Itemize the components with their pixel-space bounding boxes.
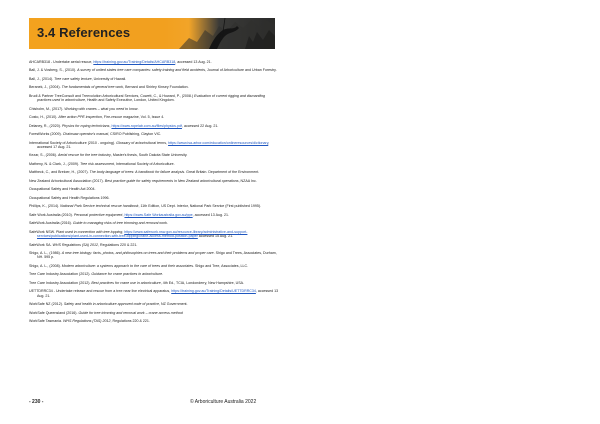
reference-text: ,	[122, 212, 125, 217]
reference-title: WHS Regulations (TAS) 2012	[63, 319, 111, 324]
reference-entry	[29, 124, 279, 128]
reference-text: AHCARB318 - Undertake aerial rescue,	[29, 60, 94, 64]
reference-text: SafeWork NSW.	[29, 229, 56, 234]
reference-text: , 11th Edition, US Dept. Interior, National Park Service (First published 1995).	[138, 204, 262, 209]
tree-climber-silhouette-icon	[179, 18, 275, 49]
reference-text: SafeWork Australia (2016).	[29, 221, 73, 226]
reference-title: Plant used in connection with tree lopping	[55, 229, 123, 234]
reference-entry	[29, 311, 279, 315]
page-title: 3.4 References	[37, 25, 131, 40]
reference-entry	[29, 196, 279, 200]
reference-text: , Regulations 220 & 221.	[98, 242, 138, 247]
reference-title: Best practice guide for safety requirements in New Zealand arboricultural operations	[104, 178, 239, 183]
reference-link[interactable]: https://training.gov.au/Training/Details/UETTDRRC34	[171, 289, 256, 294]
reference-text: , Journal of Arboriculture and Urban Forestry.	[205, 68, 277, 73]
reference-entry	[29, 153, 279, 157]
reference-entry	[29, 251, 279, 260]
reference-entry	[29, 204, 279, 208]
reference-text: Beranek, J., (2004).	[29, 85, 62, 90]
reference-link[interactable]: https://www.Safe Workaustralia.gov.au/ppe	[124, 212, 193, 217]
reference-entry	[29, 302, 279, 306]
reference-title: Tree risk assessment	[80, 161, 114, 166]
reference-text: WorkSafe Tasmania.	[29, 319, 64, 324]
reference-text: Costo, H., (2010).	[29, 115, 59, 120]
reference-entry	[29, 85, 279, 89]
reference-title: After action PPE inspection	[58, 115, 102, 120]
reference-text: , accessed 13 Aug. 21.	[175, 60, 212, 64]
reference-link[interactable]: https://www.ropelab.com.au/files/physics.pdf	[111, 123, 182, 128]
reference-text: ,	[109, 123, 112, 128]
reference-entry	[29, 187, 279, 191]
reference-text: Shigo, A. L., (2008).	[29, 263, 62, 268]
reference-text: . Shigo and Tree, Associates, LLC.	[193, 263, 249, 268]
reference-text: WorkSafe Queensland (2016).	[29, 310, 79, 315]
reference-text: Matheny, N. & Clark, J., (2009).	[29, 161, 81, 166]
reference-entry	[29, 141, 279, 150]
reference-title: Best practices for crane use in arboriculture	[91, 280, 161, 285]
reference-text: Chisholm, M., (2017).	[29, 106, 65, 111]
reference-text: accessed 15 Aug. 21.	[197, 234, 234, 239]
reference-text: . Great Britain. Department of the Environment.	[184, 170, 260, 175]
reference-text: , Regulations 220 & 221.	[110, 319, 150, 324]
reference-entry	[29, 68, 279, 72]
reference-text: , accessed 22 Aug. 21.	[181, 123, 219, 128]
reference-title: Guidance for crane practices in arboriculture	[91, 272, 163, 277]
reference-entry	[29, 243, 279, 247]
reference-text: SafeWork SA.	[29, 242, 53, 247]
reference-text: Kezar, S., (2006).	[29, 153, 58, 158]
reference-entry	[29, 132, 279, 136]
reference-text: Safe Work Australia (2010).	[29, 212, 74, 217]
reference-text: International Society of Arboriculture (2010 - ongoing).	[29, 140, 117, 145]
reference-text: , accessed 17 Aug. 21.	[37, 140, 270, 149]
section-banner	[29, 18, 275, 49]
reference-title: WHS Regulations (SA) 2012	[52, 242, 99, 247]
reference-text: , Master's thesis, South Dakota State University.	[110, 153, 188, 158]
reference-text: New Zealand Arboricultural Association (2017).	[29, 178, 105, 183]
reference-title: Guide to managing risks of tree trimming and removal work	[72, 221, 167, 226]
reference-link[interactable]: https://www.safework.nsw.gov.au/resource-library/administrative-and-support-services/publications/plant-used-in-connection-with-tree-lopping/crane-access-method-position-paper	[37, 229, 248, 239]
reference-link[interactable]: https://training.gov.au/Training/Details/AHCARB318	[93, 60, 176, 64]
reference-title: Physics for roping technicians	[61, 123, 110, 128]
reference-text: ,	[122, 229, 125, 234]
reference-text: Delaney, R., (2020).	[29, 123, 62, 128]
reference-title: Guide for tree trimming and removal work – crane access method	[78, 310, 183, 315]
reference-text: , 4th Ed., TCIA, Londonderry, New Hampshire, USA.	[160, 280, 245, 285]
reference-text: , Health and Safety Executive, London, United Kingdom.	[84, 98, 175, 103]
reference-title: Evaluation of current rigging and dismantling practices used in arboriculture	[37, 93, 266, 103]
reference-text: ,	[166, 140, 169, 145]
reference-text: .	[162, 272, 164, 277]
reference-text: , Bernard and Shirley Kinsey Foundation.	[123, 85, 189, 90]
reference-text: , NZ Government.	[159, 302, 188, 307]
reference-text: Ball, J., (2014).	[29, 76, 55, 81]
reference-title: Tree care safety lecture	[54, 76, 92, 81]
reference-title: Personal protective equipment	[73, 212, 123, 217]
reference-entry	[29, 179, 279, 183]
reference-text: Occupational Safety and Health Regulations 1996.	[29, 195, 110, 200]
reference-title: The body language of trees: A handbook for failure analysis	[89, 170, 185, 175]
reference-text: , Fire-rescue magazine, Vol. 5, Issue 4.	[101, 115, 165, 120]
reference-title: Modern arboriculture: a systems approach to the care of trees and their associates	[61, 263, 194, 268]
reference-entry	[29, 281, 279, 285]
reference-title: National Park Service technical rescue handbook	[60, 204, 139, 209]
reference-link[interactable]: https://www.isa-arbor.com/education/onlineresources/dictionary	[168, 140, 269, 145]
reference-text: Occupational Safety and Health Act 2004.	[29, 187, 96, 192]
reference-entry	[29, 60, 279, 64]
reference-title: The fundamentals of general tree work	[61, 85, 124, 90]
reference-text: Tree Care Industry Association (2012).	[29, 272, 92, 277]
reference-title: Glossary of arboricultural terms	[116, 140, 167, 145]
reference-text: , International Society of Arboriculture.	[113, 161, 175, 166]
reference-text: , NZAA Inc.	[238, 178, 257, 183]
reference-text: ForestWorks (2009).	[29, 132, 63, 137]
reference-title: Aerial rescue for the tree industry	[57, 153, 111, 158]
reference-text: UETTDRRC34 - Undertake release and rescue from a tree near live electrical apparatus,	[29, 289, 172, 294]
reference-title: Working with cranes – what you need to know	[64, 106, 138, 111]
page-number: - 230 -	[29, 399, 44, 405]
reference-text: , University of Hawaii.	[91, 76, 127, 81]
reference-entry	[29, 319, 279, 323]
reference-text: .	[166, 221, 168, 226]
reference-entry	[29, 162, 279, 166]
reference-entry	[29, 77, 279, 81]
reference-text: Mattheck, C., and Breloer, H., (2007).	[29, 170, 90, 175]
reference-text: Phillips, K., (2014).	[29, 204, 61, 209]
reference-entry	[29, 264, 279, 268]
copyright-notice: © Arboriculture Australia 2022	[190, 399, 257, 405]
reference-entry	[29, 94, 279, 103]
reference-entry	[29, 213, 279, 217]
reference-text: Brudi & Partner TreeConsult and Treevolution Arboricultural Services, Cowett, C., & Howard, P., (2008.)	[29, 93, 195, 98]
reference-text: , CSIRO Publishing, Clayton VIC.	[108, 132, 162, 137]
reference-entry	[29, 230, 279, 239]
reference-title: Safety and health in arboriculture approved code of practice	[63, 302, 159, 307]
reference-text: , accessed 13 Aug. 21.	[37, 289, 279, 298]
reference-text: .	[137, 106, 139, 111]
reference-entry	[29, 289, 279, 298]
reference-list	[29, 60, 279, 328]
reference-title: A new tree biology: facts, photos, and philosophies on trees and their problems and proper care	[61, 251, 214, 256]
reference-entry	[29, 170, 279, 174]
reference-text: WorkSafe NZ (2012).	[29, 302, 64, 307]
reference-text: Shigo, A. L., (1986).	[29, 251, 62, 256]
reference-entry	[29, 107, 279, 111]
reference-text: Tree Care Industry Association (2012).	[29, 280, 92, 285]
reference-entry	[29, 115, 279, 119]
reference-text: Ball, J. & Vosberg, S., (2010).	[29, 68, 78, 73]
reference-title: A survey of united states tree care companies: safety training and field accidents	[77, 68, 206, 73]
reference-entry	[29, 272, 279, 276]
reference-entry	[29, 221, 279, 225]
reference-text: . Shigo and Trees, Associates, Durham, NH. 595 p.	[37, 251, 277, 260]
reference-text: , accessed 13 Aug. 21.	[192, 212, 229, 217]
reference-title: Chainsaw operator's manual	[62, 132, 109, 137]
